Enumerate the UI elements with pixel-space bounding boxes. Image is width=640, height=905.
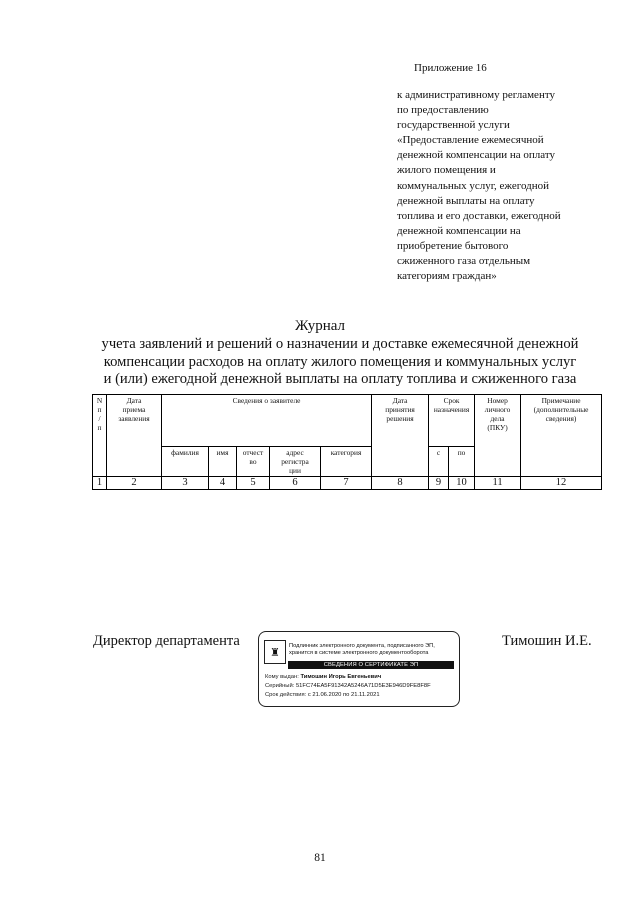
appendix-title: Приложение 16 xyxy=(414,62,487,74)
header-period: Срок назначения xyxy=(429,395,475,447)
header-surname: фамилия xyxy=(162,447,209,477)
header-to: по xyxy=(449,447,475,477)
column-number: 4 xyxy=(209,477,237,490)
header-patronymic: отчест во xyxy=(237,447,270,477)
stamp-issued-label: Кому выдан: xyxy=(265,674,299,680)
stamp-serial-value: 51FC74EA5F91342A5246A71D5E3E946D9FE8F8F xyxy=(295,683,431,689)
stamp-certificate-header: СВЕДЕНИЯ О СЕРТИФИКАТЕ ЭП xyxy=(288,661,454,669)
journal-title: Журнал xyxy=(294,318,345,334)
signer-name: Тимошин И.Е. xyxy=(502,633,592,649)
column-number: 2 xyxy=(107,477,162,490)
journal-subtitle: учета заявлений и решений о назначении и доставке ежемесячной денежной компенсации расходов на оплату жилого помещения и коммунальных услуг и (или) ежегодной денежной выплаты на оплату топлива и сжиженного газа xyxy=(101,336,579,387)
stamp-issued-value: Тимошин Игорь Евгеньевич xyxy=(300,674,382,680)
header-date-received: Дата приема заявления xyxy=(107,395,162,477)
header-file-number: Номер личного дела (ПКУ) xyxy=(475,395,521,477)
electronic-signature-stamp xyxy=(258,631,460,707)
column-number: 6 xyxy=(270,477,321,490)
header-name: имя xyxy=(209,447,237,477)
column-number: 11 xyxy=(475,477,521,490)
page-number: 81 xyxy=(314,852,326,864)
header-address: адрес регистра ции xyxy=(270,447,321,477)
header-category: категория xyxy=(321,447,372,477)
stamp-serial xyxy=(265,683,431,690)
table-header-row xyxy=(93,395,602,447)
header-number: N п / п xyxy=(93,395,107,477)
stamp-serial-label: Серийный: xyxy=(265,683,295,689)
stamp-issued-to xyxy=(265,674,381,681)
column-number: 5 xyxy=(237,477,270,490)
column-number: 8 xyxy=(372,477,429,490)
column-number: 10 xyxy=(449,477,475,490)
signature-position: Директор департамента xyxy=(93,633,240,649)
column-number: 3 xyxy=(162,477,209,490)
header-applicant-info: Сведения о заявителе xyxy=(162,395,372,447)
journal-table xyxy=(92,394,602,490)
appendix-text: к административному регламенту по предоставлению государственной услуги «Предоставление ежемесячной денежной компенсации на оплату жилого помещения и коммунальных услуг, ежегодной денежной выплаты на оплату топлива и его доставки, ежегодной денежной компенсации на приобретение бытового сжиженного газа отдельным категориям граждан» xyxy=(397,89,561,283)
header-decision-date: Дата принятия решения xyxy=(372,395,429,477)
stamp-validity xyxy=(265,692,380,699)
header-from: с xyxy=(429,447,449,477)
stamp-validity-value: с 21.06.2020 по 21.11.2021 xyxy=(307,692,380,698)
header-note: Примечание (дополнительные сведения) xyxy=(521,395,602,477)
column-number: 1 xyxy=(93,477,107,490)
table-column-numbers-row xyxy=(93,477,602,490)
column-number: 12 xyxy=(521,477,602,490)
stamp-notice-line-2: хранится в системе электронного документооборота xyxy=(289,650,429,656)
column-number: 7 xyxy=(321,477,372,490)
stamp-validity-label: Срок действия: xyxy=(265,692,307,698)
column-number: 9 xyxy=(429,477,449,490)
coat-of-arms-icon: ♜ xyxy=(264,640,286,664)
stamp-notice-line-1: Подлинник электронного документа, подписанного ЭП, xyxy=(289,643,435,649)
